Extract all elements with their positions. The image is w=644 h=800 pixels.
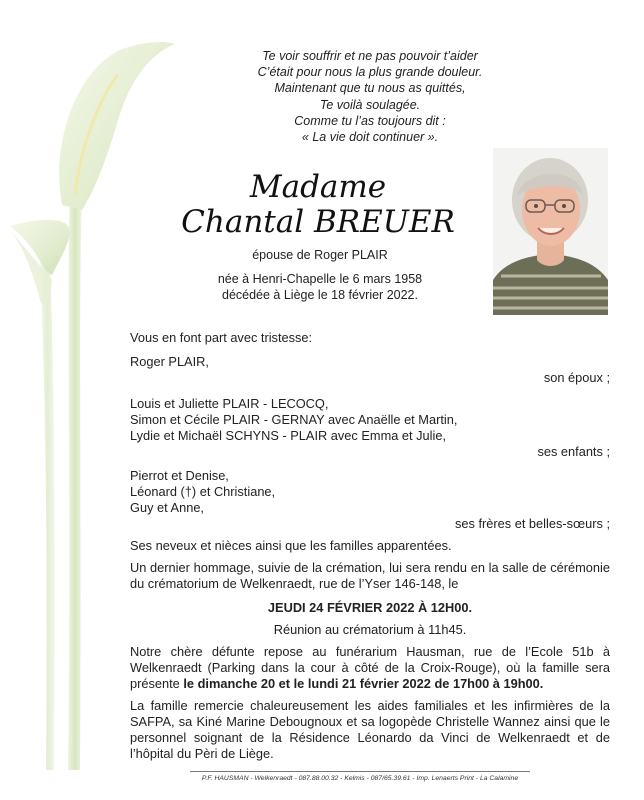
deceased-name: Chantal BREUER (181, 204, 455, 240)
deceased-title: Madame (249, 169, 387, 205)
child-line: Lydie et Michaël SCHYNS - PLAIR avec Emma et Julie, (130, 428, 447, 443)
sibling-line: Léonard (†) et Christiane, (130, 484, 276, 499)
deceased-name-block (168, 170, 468, 240)
sibling-line: Guy et Anne, (130, 500, 204, 515)
poem (200, 48, 540, 145)
child-line: Simon et Cécile PLAIR - GERNAY avec Anaëlle et Martin, (130, 412, 458, 427)
ceremony-date: JEUDI 24 FÉVRIER 2022 À 12H00. (267, 600, 473, 615)
poem-line: Te voilà soulagée. (319, 97, 421, 112)
announce-line: Vous en font part avec tristesse: (130, 330, 313, 345)
sibling-line: Pierrot et Denise, (130, 468, 229, 483)
thanks-text: La famille remercie chaleureusement les aides familiales et les infirmières de la SAFPA, sa Kiné Marine Debougnoux et sa logopède Christelle Wannez ainsi que le personnel soignant de la Résidence Léonardo da Vinci de Welkenraedt et de l’hôpital du Pèri de Liège. (130, 698, 610, 761)
life-dates (160, 271, 480, 303)
birth-line: née à Henri-Chapelle le 6 mars 1958 (217, 272, 423, 286)
children-role: ses enfants ; (537, 444, 610, 459)
footer-divider (190, 771, 530, 772)
relatives-line: Ses neveux et nièces ainsi que les familles apparentées. (130, 538, 452, 553)
siblings-role: ses frères et belles-sœurs ; (454, 516, 610, 531)
poem-line: Comme tu l’as toujours dit : (294, 113, 446, 128)
viewing-times: le dimanche 20 et le lundi 21 février 2022 de 17h00 à 19h00. (183, 676, 544, 691)
child-line: Louis et Juliette PLAIR - LECOCQ, (130, 396, 329, 411)
spouse-name: Roger PLAIR, (130, 354, 209, 369)
ceremony-text: Un dernier hommage, suivie de la crémation, lui sera rendu en la salle de cérémonie du crématorium de Welkenraedt, rue de l’Yser 146-148, le (130, 560, 610, 591)
meeting-line: Réunion au crématorium à 11h45. (273, 622, 467, 637)
poem-line: « La vie doit continuer ». (301, 130, 439, 145)
spouse-line: épouse de Roger PLAIR (252, 248, 388, 262)
footer-credits: P.F. HAUSMAN - Welkenraedt - 087.88.00.32 - Kelmis - 087/65.39.61 - Imp. Lenaerts Print - La Calamine (201, 775, 519, 782)
death-line: décédée à Liège le 18 février 2022. (222, 288, 418, 302)
announcement-body (130, 330, 610, 762)
poem-line: Te voir souffrir et ne pas pouvoir t’aider (262, 49, 478, 63)
viewing-text (130, 644, 610, 692)
poem-line: Maintenant que tu nous as quittés, (274, 81, 466, 96)
poem-line: C’était pour nous la plus grande douleur. (257, 65, 483, 80)
portrait-photo (493, 148, 608, 315)
viewing-location: Notre chère défunte repose au funérarium Hausman, rue de l’Ecole 51b à Welkenraedt (Parking dans la cour à côté de la Croix-Rouge), où la famille sera présente (130, 644, 610, 691)
spouse-role: son époux ; (543, 370, 610, 385)
